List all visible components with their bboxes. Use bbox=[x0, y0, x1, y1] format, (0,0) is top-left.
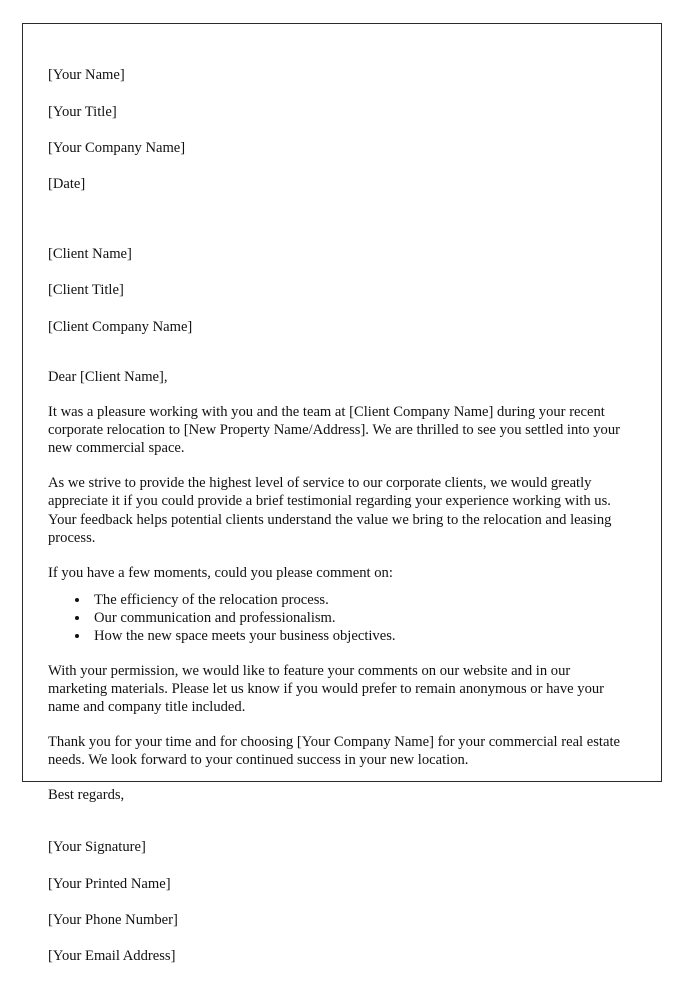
sender-title: [Your Title] bbox=[48, 103, 117, 120]
list-item: • The efficiency of the relocation process. bbox=[90, 591, 632, 609]
list-intro: If you have a few moments, could you please comment on: bbox=[48, 564, 393, 581]
comment-topics-list bbox=[48, 591, 632, 646]
sender-address-block bbox=[48, 48, 632, 212]
client-name: [Client Name] bbox=[48, 246, 132, 263]
paragraph-thanks: Thank you for your time and for choosing [Your Company Name] for your commercial real estate needs. We look forward to your continued success in your new location. bbox=[48, 733, 620, 769]
sender-company: [Your Company Name] bbox=[48, 140, 186, 157]
paragraph-testimonial-request: As we strive to provide the highest level of service to our corporate clients, we would greatly appreciate it if you could provide a brief testimonial regarding your experience working with us. Your feedback helps potential clients understand the value we bring to the relocation and leasing process. bbox=[48, 474, 612, 547]
spacer-after-recipient bbox=[48, 354, 632, 368]
paragraph-permission: With your permission, we would like to feature your comments on our website and in our marketing materials. Please let us know if you would prefer to remain anonymous or have your name and company title included. bbox=[48, 662, 605, 716]
list-item: • How the new space meets your business objectives. bbox=[90, 627, 632, 645]
client-title: [Client Title] bbox=[48, 282, 124, 299]
spacer-after-paragraph-2 bbox=[48, 548, 632, 564]
spacer-after-sender bbox=[48, 212, 632, 227]
printed-name: [Your Printed Name] bbox=[48, 875, 171, 892]
client-company: [Client Company Name] bbox=[48, 318, 193, 335]
letter-body bbox=[48, 48, 632, 984]
email-address: [Your Email Address] bbox=[48, 948, 176, 965]
phone-number: [Your Phone Number] bbox=[48, 911, 178, 928]
salutation: Dear [Client Name], bbox=[48, 369, 168, 386]
sender-name: [Your Name] bbox=[48, 67, 125, 84]
spacer-after-salutation bbox=[48, 387, 632, 403]
list-item: • Our communication and professionalism. bbox=[90, 609, 632, 627]
letter-date: [Date] bbox=[48, 176, 86, 193]
signature-line: [Your Signature] bbox=[48, 839, 146, 856]
letter-page-border bbox=[22, 23, 662, 965]
spacer-after-paragraph-4 bbox=[48, 770, 632, 786]
spacer-after-paragraph-3 bbox=[48, 717, 632, 733]
spacer-after-bullets bbox=[48, 646, 632, 662]
spacer-after-paragraph-1 bbox=[48, 458, 632, 474]
signature-block bbox=[48, 820, 632, 984]
recipient-address-block bbox=[48, 227, 632, 354]
spacer-after-closing bbox=[48, 804, 632, 820]
paragraph-opening: It was a pleasure working with you and the team at [Client Company Name] during your recent corporate relocation to [New Property Name/Address]. We are thrilled to see you settled into your new commercial space. bbox=[48, 403, 620, 457]
spacer-before-bullets bbox=[48, 582, 632, 591]
closing: Best regards, bbox=[48, 786, 125, 803]
